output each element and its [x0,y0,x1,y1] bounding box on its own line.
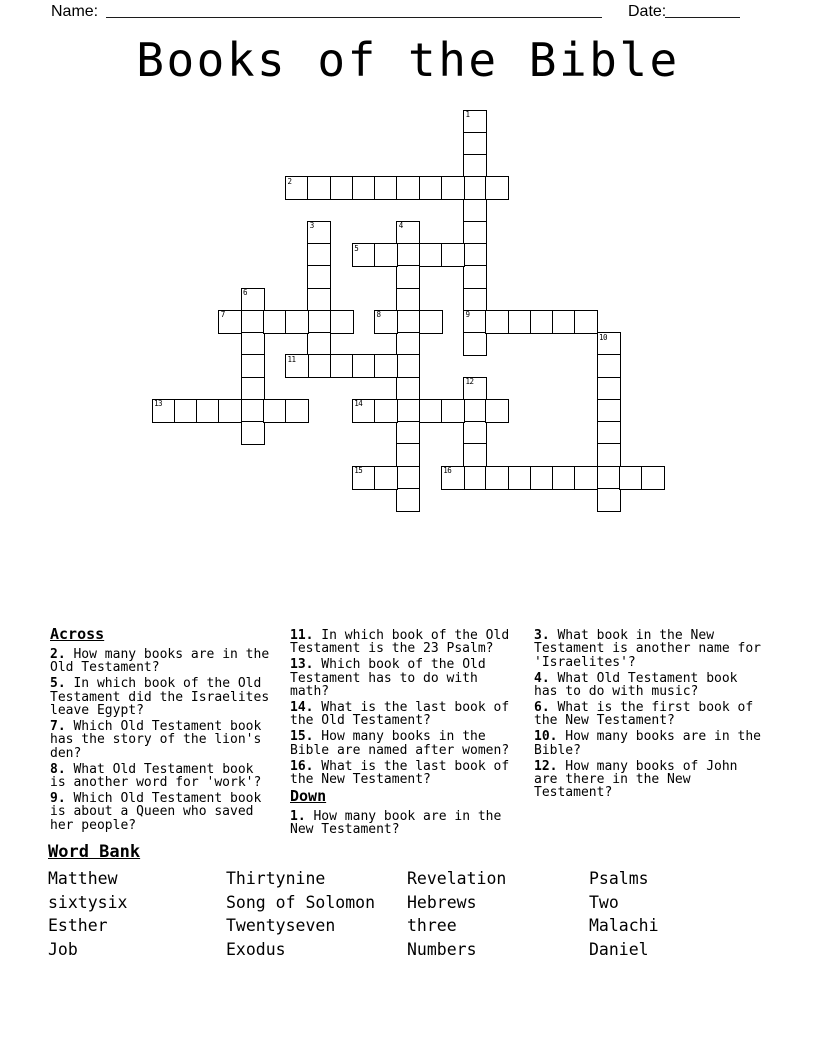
clue-2: 2. How many books are in the Old Testament? [50,647,270,676]
grid-cell[interactable] [307,354,331,378]
cell-number: 2 [287,176,292,186]
grid-cell[interactable] [463,288,487,312]
grid-cell[interactable] [530,466,554,490]
clues-column-1 [50,627,272,835]
grid-cell[interactable] [419,399,443,423]
clue-15: 15. How many books in the Bible are named after women? [290,729,510,758]
word-bank-item: Psalms [589,869,649,888]
clues-column-2 [290,629,518,839]
grid-cell[interactable] [396,243,420,267]
grid-cell[interactable] [396,332,420,356]
word-bank-item: Matthew [48,869,118,888]
grid-cell[interactable] [330,310,354,334]
clue-6: 6. What is the first book of the New Testament? [534,700,754,729]
cell-number: 1 [465,110,470,119]
grid-cell[interactable] [597,488,621,512]
clue-list-heading-across: Across [50,625,105,643]
grid-cell[interactable] [485,176,509,200]
crossword-grid [152,110,664,511]
grid-cell[interactable] [508,310,532,334]
grid-cell[interactable] [441,176,465,200]
grid-cell[interactable] [152,399,176,423]
grid-cell[interactable] [174,399,198,423]
clue-13: 13. Which book of the Old Testament has to do with math? [290,657,486,700]
word-bank-item: Twentyseven [226,916,336,935]
word-bank-item: Malachi [589,916,659,935]
grid-cell[interactable] [463,377,487,401]
clue-number: 3. [534,628,550,643]
cell-number: 13 [154,399,163,409]
grid-cell[interactable] [396,377,420,401]
grid-cell[interactable] [263,310,287,334]
grid-cell[interactable] [396,466,420,490]
word-bank-item: Numbers [407,939,477,959]
grid-cell[interactable] [352,243,376,267]
grid-cell[interactable] [463,243,487,267]
grid-cell[interactable] [552,466,576,490]
grid-cell[interactable] [285,399,309,423]
grid-cell[interactable] [463,466,487,490]
clue-9: 9. Which Old Testament book is about a Queen who saved her people? [50,791,262,833]
grid-cell[interactable] [463,154,487,178]
grid-cell[interactable] [352,354,376,378]
cell-number: 4 [398,221,403,231]
clue-number: 14. [290,700,314,716]
word-bank-heading: Word Bank [48,842,141,862]
word-bank-column-1 [48,867,220,961]
grid-cell[interactable] [374,243,398,267]
clue-number: 12. [534,758,558,774]
grid-cell[interactable] [419,310,443,334]
word-bank-item: Song of Solomon [226,892,376,912]
grid-cell[interactable] [352,399,376,423]
grid-cell[interactable] [263,399,287,423]
word-bank-item: Revelation [407,869,507,888]
grid-cell[interactable] [619,466,643,490]
grid-cell[interactable] [241,332,265,356]
grid-cell[interactable] [374,176,398,200]
grid-cell[interactable] [463,199,487,223]
cell-number: 15 [354,466,363,475]
grid-cell[interactable] [485,399,509,423]
date-input-line[interactable] [665,2,740,18]
grid-cell[interactable] [307,288,331,312]
grid-cell[interactable] [419,176,443,200]
clue-3: 3. What book in the New Testament is another name for 'Israelites'? [534,628,761,670]
word-bank-item: Two [589,892,619,912]
grid-cell[interactable] [241,399,265,423]
clues-column-3 [534,629,764,802]
clue-12: 12. How many books of John are there in the New Testament? [534,758,738,801]
word-bank-item: Exodus [226,939,286,959]
grid-cell[interactable] [508,466,532,490]
grid-cell[interactable] [396,421,420,445]
grid-cell[interactable] [552,310,576,334]
clue-8: 8. What Old Testament book is another word for 'work'? [50,761,262,791]
grid-cell[interactable] [597,377,621,401]
clue-number: 4. [534,670,550,686]
grid-cell[interactable] [396,443,420,467]
clue-7: 7. Which Old Testament book has the story of the lion's den? [50,719,262,761]
clue-number: 9. [50,791,66,807]
cell-number: 7 [220,310,225,320]
grid-cell[interactable] [396,488,420,512]
cell-number: 12 [465,377,474,386]
cell-number: 5 [354,243,359,253]
grid-cell[interactable] [307,243,331,267]
grid-cell[interactable] [463,332,487,356]
word-bank-item: Job [48,939,78,959]
grid-cell[interactable] [597,443,621,467]
clue-4: 4. What Old Testament book has to do with music? [534,670,738,700]
clue-number: 15. [290,729,314,745]
grid-cell[interactable] [597,466,621,490]
grid-cell[interactable] [463,132,487,156]
word-bank-item: sixtysix [48,892,128,912]
grid-cell[interactable] [485,466,509,490]
grid-cell[interactable] [597,332,621,356]
clue-16: 16. What is the last book of the New Testament? [290,758,510,788]
grid-cell[interactable] [330,176,354,200]
grid-cell[interactable] [463,421,487,445]
grid-cell[interactable] [307,176,331,200]
grid-cell[interactable] [574,466,598,490]
grid-cell[interactable] [374,399,398,423]
grid-cell[interactable] [330,354,354,378]
clue-number: 8. [50,761,66,777]
clue-14: 14. What is the last book of the Old Testament? [290,700,510,729]
grid-cell[interactable] [574,310,598,334]
grid-cell[interactable] [463,110,487,134]
cell-number: 6 [243,288,248,297]
clue-number: 1. [290,808,306,824]
grid-cell[interactable] [374,310,398,334]
grid-cell[interactable] [307,265,331,289]
grid-cell[interactable] [218,399,242,423]
grid-cell[interactable] [352,176,376,200]
grid-cell[interactable] [530,310,554,334]
word-bank-column-2 [226,867,398,961]
cell-number: 9 [465,310,470,320]
grid-cell[interactable] [641,466,665,490]
word-bank-column-4 [589,867,761,961]
cell-number: 8 [376,310,381,320]
grid-cell[interactable] [352,466,376,490]
cell-number: 11 [287,354,296,364]
grid-cell[interactable] [196,399,220,423]
grid-cell[interactable] [396,288,420,312]
cell-number: 16 [443,466,452,475]
word-bank-item: Thirtynine [226,869,326,888]
clue-number: 10. [534,729,558,745]
name-input-line[interactable] [106,2,602,18]
grid-cell[interactable] [597,421,621,445]
grid-cell[interactable] [241,288,265,312]
grid-cell[interactable] [307,221,331,245]
grid-cell[interactable] [241,354,265,378]
clue-list-heading-down: Down [290,786,327,805]
word-bank-item: Daniel [589,939,649,959]
grid-cell[interactable] [463,265,487,289]
grid-cell[interactable] [441,399,465,423]
grid-cell[interactable] [597,354,621,378]
clue-10: 10. How many books are in the Bible? [534,729,761,758]
clue-number: 13. [290,657,314,673]
name-label: Name: [51,3,99,20]
grid-cell[interactable] [463,399,487,423]
clue-number: 6. [534,700,550,716]
clue-number: 11. [290,628,314,643]
grid-cell[interactable] [241,421,265,445]
grid-cell[interactable] [463,310,487,334]
grid-cell[interactable] [396,354,420,378]
word-bank-column-3 [407,867,579,961]
grid-cell[interactable] [463,176,487,200]
grid-cell[interactable] [485,310,509,334]
date-label: Date: [628,3,667,20]
cell-number: 3 [309,221,314,231]
grid-cell[interactable] [374,466,398,490]
grid-cell[interactable] [241,310,265,334]
grid-cell[interactable] [374,354,398,378]
grid-cell[interactable] [597,399,621,423]
grid-cell[interactable] [396,265,420,289]
grid-cell[interactable] [441,243,465,267]
page-title: Books of the Bible [136,33,680,87]
grid-cell[interactable] [241,377,265,401]
cell-number: 14 [354,399,363,409]
clue-number: 7. [50,719,66,735]
grid-cell[interactable] [285,354,309,378]
clue-number: 5. [50,676,66,692]
clue-number: 2. [50,647,66,662]
grid-cell[interactable] [419,243,443,267]
grid-cell[interactable] [307,332,331,356]
clue-1: 1. How many book are in the New Testament? [290,808,502,838]
word-bank-item: three [407,916,457,935]
grid-cell[interactable] [218,310,242,334]
grid-cell[interactable] [396,399,420,423]
grid-cell[interactable] [396,176,420,200]
grid-cell[interactable] [307,310,331,334]
clue-5: 5. In which book of the Old Testament did the Israelites leave Egypt? [50,676,270,719]
cell-number: 10 [599,332,608,342]
grid-cell[interactable] [396,221,420,245]
word-bank-words [48,867,768,967]
grid-cell[interactable] [285,310,309,334]
grid-cell[interactable] [463,221,487,245]
grid-cell[interactable] [441,466,465,490]
grid-cell[interactable] [463,443,487,467]
grid-cell[interactable] [396,310,420,334]
clue-number: 16. [290,758,314,774]
word-bank-item: Hebrews [407,892,477,912]
grid-cell[interactable] [285,176,309,200]
clue-11: 11. In which book of the Old Testament is the 23 Psalm? [290,628,510,657]
word-bank-item: Esther [48,916,108,935]
